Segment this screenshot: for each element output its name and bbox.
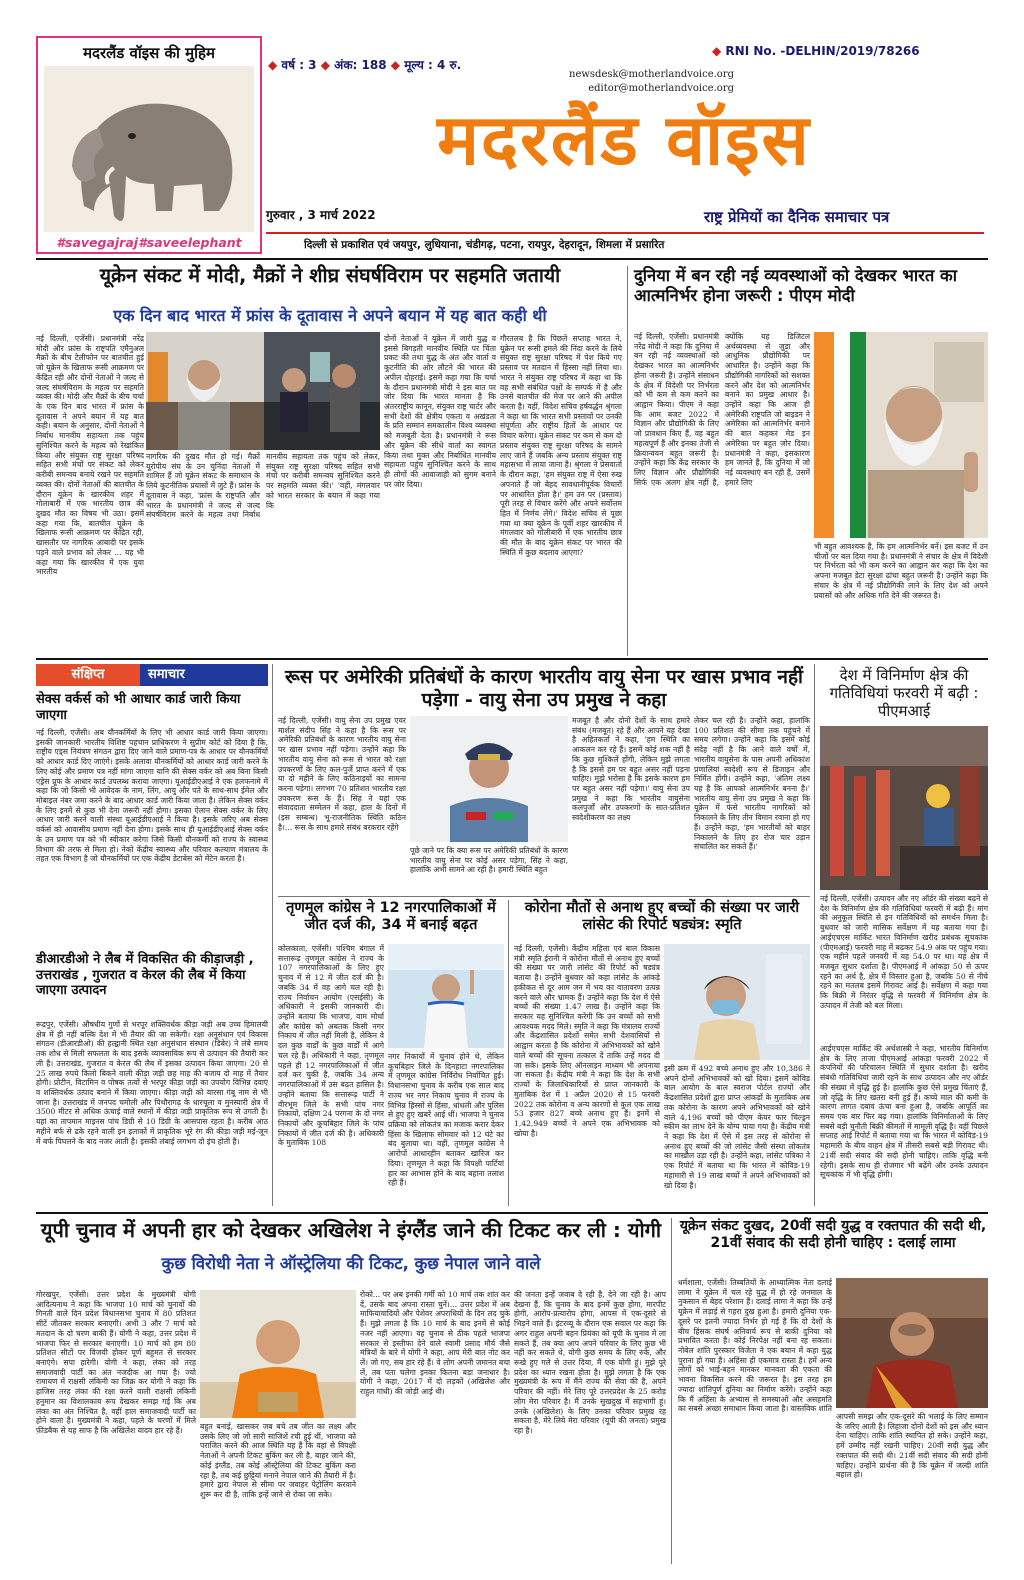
briefs-label-b: समाचार: [148, 667, 185, 682]
briefs-label-a: संक्षिप्त: [36, 664, 140, 686]
iaf-headline: रूस पर अमेरिकी प्रतिबंधों के कारण भारतीय वायु सेना पर खास प्रभाव नहीं पड़ेगा - वायु सेना उप प्रमुख ने कहा: [285, 666, 803, 711]
dalai-headline: यूक्रेन संकट दुखद, 20वीं सदी युद्ध व रक्तपात की सदी थी, 21वीं संवाद की सदी होनी चाहिए : दलाई लामा: [679, 1218, 987, 1251]
tagline: राष्ट्र प्रेमियों का दैनिक समाचार पत्र: [704, 208, 890, 226]
newspaper-title: मदरलैंड वॉइस: [437, 99, 811, 181]
up-body-col2: बहुत बनाई, खासकर जब बचे तब जीत का लक्ष्य और उसके लिए जो जो सारी साजिशें रची हुई थीं, भाजपा को पराजित करने की आज स्थिति यह है कि वहां से विपक्षी नेताओं ने अपनी टिकट बुकिंग कर ली है, बाहर जाने की, कोई इंग्लैंड, तब कोई ऑस्ट्रेलिया की टिकट बुकिंग करा रहा है, तब कई छुट्टियां मनाने नेपाल जाने की तैयारी में है। हमारे द्वारा नेपाल से सीमा पर जवाहर पेट्रोलिंग करवाने शुरू कर दी है, ताकि इन्हें जाने से रोका जा सके।: [200, 1422, 356, 1500]
column-divider: [272, 664, 273, 1206]
brief1-body: नई दिल्ली, एजेंसी। अब यौनकर्मियों के लिए भी आधार कार्ड जारी किया जाएगा। इसकी जानकारी भारतीय विशिष्ट पहचान प्राधिकरण ने सुप्रीम कोर्ट को दिया है कि, राष्ट्रीय एड्स नियंत्रण संगठन द्वारा दिए जाने वाले प्रमाण-पत्र के आधार पर यौनकर्मियों को आधार कार्ड दिए जाएंगे। इसके अलावा यौनकर्मियों को आधार कार्ड जारी करने के लिए कोई और प्रमाण पत्र नहीं मांगा जाएगा यानि की सेक्स वर्कर को अब बिना किसी एड्रेस प्रूफ के आधार कार्ड उपलब्ध कराया जाएगा। यूआईडीएआई ने एक हलफनामे में कहा कि जो किसी भी आवेदक के नाम, लिंग, आयु और पते के साथ-साथ ईमेल और मोबाइल नंबर जमा करने के बाद आधार कार्ड जारी किया जाता है। लेकिन सेक्स वर्कर के लिए इनमें से कुछ भी देना जरूरी नहीं होगा। इसका ऐलान सेक्स वर्कर के लिए आधार जारी करने वाली संस्था यूआईडीएआई ने किया है। इसके जरिए अब सेक्स वर्कर्स को आवासीय प्रमाण नहीं देना होगा। इसके साथ ही यूआईडीएआई सेक्स वर्कर के उन प्रमाण पत्र को भी स्वीकार करेगा जिसे किसी यौनकर्मी को राज्य के स्वास्थ्य विभाग की तरफ से मिला हो। नेको केंद्रीय स्वास्थ्य और परिवार कल्याण मंत्रालय के तहत एक विभाग है जो यौनकर्मियों पर एक केंद्रीय डेटाबेस को मेंटेन करता है।: [36, 728, 268, 864]
pm-body-col1: नई दिल्ली, एजेंसी। प्रधानमंत्री नरेंद्र मोदी ने कहा कि दुनिया में बन रही नई व्यवस्थाओं को देखकर भारत का आत्मनिर्भर होना जरूरी है। उन्होंने संसाधन के क्षेत्र में विदेशी पर निर्भरता को भी कम से कम करने का आह्वान किया। पीएम ने कहा कि आम बजट 2022 में विज्ञान और प्रौद्योगिकी के लिए जो प्रावधान किए हैं, वह बहुत महत्वपूर्ण हैं और इनका तेजी से क्रियान्वयन बहुत जरूरी है। उन्होंने कहा कि केंद्र सरकार के लिए विज्ञान और प्रौद्योगिकी सिर्फ एक अलग क्षेत्र नहीं है, क्योंकि यह डिजिटल अर्थव्यवस्था से जुड़ा और आधुनिक प्रौद्योगिकी पर आधारित है। उन्होंने कहा कि प्रौद्योगिकी नागरिकों को सशक्त करने और देश को आत्मनिर्भर बनाने का प्रमुख आधार है। उन्होंने कहा कि आज ही अमेरिकी राष्ट्रपति जो बाइडन ने अमेरिका को आत्मनिर्भर बनाने की बात कहकर मेड इन अमेरिका पर बहुत जोर दिया। प्रधानमंत्री ने कहा, इसकारण हम जानते हैं, कि दुनिया में जो नई व्यवस्थाएं बन रही हैं, उसमें हमारे लिए: [634, 332, 810, 487]
covid-photo-child: [664, 944, 810, 1060]
lead-photo-modi: [146, 332, 264, 450]
lead-body-col3: दोनों नेताओं ने यूक्रेन में जारी युद्ध व इससे बिगड़ती मानवीय स्थिति पर चिंता प्रकट की तथा युद्ध के अंत और वार्ता व कूटनीति की ओर लौटने की भारत की अपील दोहराई। इसमें कहा गया कि चर्चा के दौरान प्रधानमंत्री मोदी ने इस बात पर जोर दिया कि भारत मानता है कि अंतरराष्ट्रीय कानून, संयुक्त राष्ट्र चार्टर और सभी देशों की क्षेत्रीय एकता व अखंडता के प्रति सम्मान समकालीन विश्व व्यवस्था को मजबूती देता है। प्रधानमंत्री ने रूस और यूक्रेन की सीधे वार्ता का स्वागत किया तथा मुक्त और निर्बाधित मानवीय सहायता पहुंच सुनिश्चित करने के साथ ही लोगों की आवाजाही को सुगम बनाने पर जोर दिया।: [384, 334, 496, 489]
brief2-body: रूद्रपुर, एजेंसी। औषधीय गुणों से भरपूर शक्तिवर्धक कीड़ा जड़ी अब उच्च हिमालयी क्षेत्र में ही नहीं बल्कि देश में भी तैयार की जा सकेगी। रक्षा अनुसंधान एवं विकास संगठन (डीआरडीओ) की हल्द्वानी स्थित रक्षा अनुसंधान संस्थान (डिबेर) ने लंबे समय तक शोध से मिली सफलता के बाद इसके व्यावसायिक रूप से उत्पादन की तैयारी कर ली है। उत्तराखंड, गुजरात व केरल की लैब में इसका उत्पादन किया जाएगा। 20 से 25 लाख रुपये किलो बिकने वाली कीड़ा जड़ी छह माह की बजाय दो माह में तैयार होगी। प्रोटीन, विटामिन व पोषक तत्वों से भरपूर कीड़ा जड़ी का उपयोग विभिन्न दवाएं व शक्तिवर्धक उत्पाद बनाने में किया जाएगा। कीड़ा जड़ी को यारसा गंबू नाम से भी जाना है। उत्तराखंड में जनपद चमोली और पिथौरागढ़ के धारचूला व मुनस्यारी क्षेत्र में 3500 मीटर से अधिक ऊंचाई वाले स्थानों में कीड़ा जड़ी प्राकृतिक रूप से उगती है। यहां का तापमान माइनस पांच डिग्री से 10 डिग्री के आसपास रहता है। करीब आठ महीने बर्फ से ढके रहने वाली इन इलाकों में प्राकृतिक भूरे रंग की कीड़ा जड़ी मई-जून में बर्फ पिघलने के बाद नजर आती है। इसकी लंबाई लगभग दो इंच होती है।: [36, 1020, 268, 1146]
dalai-body-col2: आपसी समझ और एक-दूसरे की भलाई के लिए सम्मान के जरिए आती है। लिहाजा दोनों देशों को इस और ध्यान देना चाहिए। ताकि शांति स्थापित हो सके। उन्होंने कहा, हमें उम्मीद नहीं रखनी चाहिए। 20वीं सदी युद्ध और रक्तपात की सदी थी। 21वीं सदी संवाद की सदी होनी चाहिए। उन्होंने प्रार्थना की है कि यूक्रेन में जल्दी शांति बहाल हो।: [836, 1412, 988, 1480]
masthead-rule: [266, 232, 984, 234]
inner-rule: [278, 896, 810, 897]
rni-number: ◆ RNI No. -DELHIN/2019/78266: [712, 44, 920, 58]
covid-body-col1: नई दिल्ली, एजेंसी। केंद्रीय महिला एवं बाल विकास मंत्री स्मृति ईरानी ने कोरोना मौतों से अनाथ हुए बच्चों की संख्या पर जारी लांसेट की रिपोर्ट को षड्यंत्र बताया है। उन्होंने बुधवार को कहा लांसेट के आंकड़े हकीकत से दूर आम जन में भय का वातावरण उत्पन्न करने वाले और भ्रामक हैं। उन्होंने कहा कि देश में ऐसे बच्चों की संख्या 1.47 लाख है। उन्होंने कहा कि सरकार यह सुनिश्चित करेगी कि उन बच्चों को सभी आवश्यक मदद मिले। स्मृति ने कहा कि मंत्रालय राज्यों और केंद्रशासित प्रदेशों समेत सभी देशवासियों से आह्वान करता है कि कोरोना में अभिभावकों को खोने वाले बच्चों की सूचना तत्काल दें ताकि उन्हें मदद दी जा सके। इसके लिए ऑनलाइन माध्यम भी अपनाया जा सकता है। केंद्रीय मंत्री ने कहा कि देश के सभी राज्यों के जिलाधिकारियों से प्राप्त जानकारी के मुताबिक देश में 1 अप्रैल 2020 से 15 फरवरी 2022 तक कोरोना व अन्य कारणों से कुल एक लाख 53 हजार 827 बच्चे अनाथ हुए हैं। इनमें से 1,42,949 बच्चों ने अपने एक अभिभावक को खोया है।: [514, 944, 660, 1138]
email-newsdesk: newsdesk@motherlandvoice.org: [569, 69, 734, 80]
tmc-body-col1: कोलकाता, एजेंसी। पश्चिम बंगाल में सत्तारूढ़ तृणमूल कांग्रेस ने राज्य के 107 नगरपालिकाओं के लिए हुए चुनाव में से 12 में जीत दर्ज की है। जबकि 34 में वह आगे चल रही है। राज्य निर्वाचन आयोग (एसईसी) के अधिकारी ने इसकी जानकारी दी। उन्होंने बताया कि भाजपा, वाम मोर्चा और कांग्रेस को अबतक किसी नगर निकाय में जीत नहीं मिली है, लेकिन वे दल कुछ वार्डों के कुछ वार्डों में आगे चल रहे हैं। अधिकारी ने कहा, तृणमूल पहले ही 12 नगरपालिकाओं में जीत दर्ज कर चुकी है, जबकि 34 अन्य नगरपालिकाओं में उस बढ़त हासिल है। उन्होंने बताया कि सत्तारूढ़ पार्टी ने वीरभूम जिले के सभी पांच नगर निकायों, दक्षिण 24 परगना के दो नगर निकायों और कूचबिहार जिले के पांच निकायों में जीत दर्ज की है। अधिकारी के मुताबिक 108: [278, 944, 384, 1148]
issue-year: वर्ष : 3: [281, 58, 317, 72]
mfg-body-col2: आईएचएस मार्किट की अर्थशास्त्री ने कहा, भारतीय विनिर्माण क्षेत्र के लिए ताजा पीएमआई आंकड़ा फरवरी 2022 में कंपनियों की परिचालन स्थिति में सुधार दर्शाता है। खरीद संबंधी गतिविधियां जारी रहने के साथ उत्पादन और नए ऑर्डर की संख्या में वृद्धि हुई है। हालांकि कुछ ऐसे प्रमुख चिंताएं हैं, जो वृद्धि के लिए खतरा बनी हुई हैं। कच्चे माल की कमी के कारण लागत दबाव ऊंचा बना हुआ है, जबकि आपूर्ति का समय एक बार फिर बढ़ गया। हालांकि विनिर्माताओं के लिए सबसे बड़ी चुनौती बिक्री कीमतों में मामूली वृद्धि है। वहीं पिछले सप्ताह आई रिपोर्ट में बताया गया था कि भारत में कोविड-19 महामारी के बीच वाहन क्षेत्र में तीसरी सबसे बड़ी गिरावट थी। 21वीं सदी संवाद की सदी होनी चाहिए। ताकि वृद्धि बनी रहेगी। इसके साथ ही रोजगार भी बढ़ेंगे और उनके उत्पादन सूचकांक में भी वृद्धि होगी।: [820, 1044, 988, 1180]
lead-body-col1: नई दिल्ली, एजेंसी। प्रधानमंत्री नरेंद्र मोदी और फ्रांस के राष्ट्रपति एमैनुअल मैक्रों के बीच टेलीफोन पर बातचीत हुई जो यूक्रेन के खिलाफ रूसी आक्रमण पर केंद्रित रही और दोनों नेताओं ने जल्द से जल्द संघर्षविराम के महत्व पर सहमति व्यक्त की। मोदी और मैक्रों के बीच चर्चा के एक दिन बाद भारत में फ्रांस के दूतावास ने अपने बयान में यह बात कही। बयान के अनुसार, दोनों नेताओं ने निर्बाध मानवीय सहायता तक पहुंच सुनिश्चित करने के महत्व को रेखांकित किया और संयुक्त राष्ट्र सुरक्षा परिषद सहित सभी मंचों पर संकट को लेकर करीबी समन्वय बनाये रखने पर सहमति व्यक्त की। दोनों नेताओं की बातचीत के दौरान यूक्रेन के खारकीव शहर में गोलाबारी में एक भारतीय छात्र की दुखद मौत का विषय भी उठा। इसमें कहा गया कि, बातचीत यूक्रेन के खिलाफ रूसी आक्रमण पर केंद्रित रही, खासतौर पर नागरिक आबादी पर इसके पड़ने वाले प्रभाव को लेकर ... यह भी कहा गया कि खारकीव में एक युवा भारतीय: [36, 334, 144, 577]
pm-headline: दुनिया में बन रही नई व्यवस्थाओं को देखकर भारत का आत्मनिर्भर होना जरूरी : पीएम मोदी: [634, 266, 957, 305]
brief2-headline: डीआरडीओ ने लैब में विकसित की कीड़ाजड़ी , उत्तराखंड , गुजरात व केरल की लैब में किया जाएगा उत्पादन: [36, 952, 254, 999]
covid-body-col2: इसी क्रम में 492 बच्चे अनाथ हुए और 10,386 ने अपने दोनों अभिभावकों को खो दिया। इसमें कोविड बाल आयोग के बाल स्वराज पोर्टल राज्यों और केंद्रशासित प्रदेशों द्वारा प्राप्त आंकड़ों के मुताबिक अब तक कोरोना के कारण अपने अभिभावकों को खोने वाले 4,196 बच्चों को पीएम केयर फार चिल्ड्रन स्कीम का लाभ देने के योग्य पाया गया है। केंद्रीय मंत्री ने कहा कि देश में ऐसे में इस तरह से कोरोना से अनाथ हुए बच्चों की जो लांसेट जैसी संस्था लोकतंत्र का माखौल उड़ा रही है। उन्होंने कहा, लांसेट पत्रिका ने एक रिपोर्ट में बताया था कि भारत में कोविड-19 महामारी से 19 लाख बच्चों ने अपने अभिभावकों को खो दिया है।: [664, 1064, 810, 1190]
tmc-headline: तृणमूल कांग्रेस ने 12 नगरपालिकाओं में जीत दर्ज की, 34 में बनाई बढ़त: [286, 900, 496, 934]
up-photo-yogi: [200, 1290, 356, 1418]
tmc-body-col2: नगर निकायों में चुनाव होने थे, लेकिन कूचबिहार जिले के दिनहाटा नगरपालिका में तृणमूल कांग्रेस निर्विरोध निर्वाचित हुई। विधानसभा चुनाव के करीब एक साल बाद राज्य भर नगर निकाय चुनाव में राज्य के विभिन्न हिस्सों से हिंसा, धांधली और पुलिस से हुए हुए खबरें आई थीं। भाजपा ने चुनाव प्रक्रिया को लोकतंत्र का मजाक करार देकर हिंसा के खिलाफ सोमवार को 12 घंटे का बंद बुलाया था। वहीं, तृणमूल कांग्रेस ने आरोपों आधारहीन बताकर खारिज कर दिया। तृणमूल ने कहा कि विपक्षी पार्टियां हार का आभास होने के बाद बहाना तलाश रही हैं।: [388, 1052, 504, 1188]
section-rule: [36, 1212, 988, 1214]
column-divider: [508, 900, 509, 1206]
bullet-icon: ◆: [390, 58, 400, 72]
iaf-body-col1: नई दिल्ली, एजेंसी। वायु सेना उप प्रमुख एयर मार्शल संदीप सिंह ने कहा है कि रूस पर अमेरिकी प्रतिबंधों के कारण भारतीय वायु सेना पर खास प्रभाव नहीं पड़ेगा। उन्होंने कहा कि भारतीय वायु सेना को रूस से भारत को रक्षा उपकरणों के लिए कल-पुर्जे प्राप्त करने में एक या दो महीने के लिए कठिनाइयों का सामना करना पड़ेगा। लगभग 70 प्रतिशत भारतीय रक्षा उपकरण रूस के हैं। सिंह ने यहां एक संवाददाता सम्मेलन में कहा, हाल के दिनों में (इस सम्बन्ध) भू-राजनीतिक स्थिति कठिन है।... रूस के साथ हमारे संबंध बरकरार रहेंगे: [278, 716, 406, 832]
up-body-col3: रोको... पर अब इनकी गर्मी को 10 मार्च तक शांत कर दें, उसके बाद अपना रास्ता चुनें।... उत्तर प्रदेश में अब माफियावादियों और पेशेवर अपराधियों के दिन लद चुके हैं। मुझे लगता है कि 10 मार्च के बाद इनमें से कोई नजर नहीं आएगा। वह चुनाव से ठीक पहले भाजपा सरकार से इस्तीफा देने वाले स्वामी प्रसाद मौर्य जैसे मंत्रियों के बारे में योगी ने कहा, आप मेरी बात नोट कर लें। जो गए, सब हार रहे हैं। वे लोग अपनी जमानत बचा लें, तब पता चलेगा इनका कितना बड़ा जनाधार है। योगी ने कहा, 2017 में दो लड़कों (अखिलेश और राहुल गांधी) की जोड़ी आई थी।: [360, 1290, 510, 1397]
column-divider: [627, 266, 628, 656]
bullet-icon: ◆: [712, 44, 722, 58]
issue-price: मूल्य : 4 रु.: [404, 58, 462, 72]
mfg-body-col1: नई दिल्ली, एजेंसी। उत्पादन और नए ऑर्डर की संख्या बढ़ने से देश के विनिर्माण क्षेत्र की गतिविधियां फरवरी में बढ़ी हैं। मांग की अनुकूल स्थिति से इन गतिविधियों को समर्थन मिला है। बुधवार को जारी मासिक सर्वेक्षण में यह बताया गया है। आईएचएस मार्किट भारत विनिर्माण खरीद प्रबंधक सूचकांक (पीएमआई) फरवरी माह में बढ़कर 54.9 अंक पर पहुंच गया। एक महीने पहले जनवरी में यह 54.0 पर था। यह क्षेत्र में मजबूत सुधार दर्शाता है। पीएमआई में आंकड़ा 50 से ऊपर रहने का अर्थ है, क्षेत्र में विस्तार हुआ है, जबकि 50 से नीचे रहने का मतलब इसमें गिरावट आई है। सर्वेक्षण में कहा गया कि बिक्री में निरंतर वृद्धि से फरवरी में विनिर्माण क्षेत्र के उत्पादन में तेजी को बल मिला।: [820, 894, 988, 1010]
bullet-icon: ◆: [268, 58, 278, 72]
lead-body-col2: नागरिक की दुखद मौत हो गई। मैक्रों यूरोपीय संघ के उन चुनिंदा नेताओं में शामिल हैं जो यूक्रेन संकट के समाधान के लिये कूटनीतिक प्रयासों में जुटे हैं। फ्रांस के दूतावास ने कहा, 'फ्रांस के राष्ट्रपति और भारत के प्रधानमंत्री ने जल्द से जल्द संघर्षविराम करने के महत्व तथा निर्बाध मानवीय सहायता तक पहुंच को लेकर, संयुक्त राष्ट्र सुरक्षा परिषद सहित सभी मंचों पर करीबी समन्वय सुनिश्चित करने पर सहमति व्यक्त की।' 'वहीं, मंगलवार को भारत सरकार के बयान में कहा गया कि: [146, 452, 380, 520]
mfg-photo-factory: [820, 726, 988, 890]
section-rule: [36, 658, 988, 660]
campaign-title: मदरलैंड वॉइस की मुहिम: [83, 44, 215, 62]
column-divider: [671, 1218, 672, 1564]
covid-headline: कोरोना मौतों से अनाथ हुए बच्चों की संख्या पर जारी लांसेट की रिपोर्ट षड्यंत्र: स्मृति: [524, 900, 800, 934]
up-body-col1: गोरखपुर, एजेंसी। उत्तर प्रदेश के मुख्यमंत्री योगी आदित्यनाथ ने कहा कि भाजपा 10 मार्च को चुनावों की गिनती वाले दिन प्रदेश विधानसभा चुनाव में 80 प्रतिशत सीटें जीतकर सरकार बनाएगी। अभी 3 और 7 मार्च को मतदान के दो चरण बाकी हैं। योगी ने कहा, उत्तर प्रदेश में भाजपा फिर से सरकार बनाएगी। 10 मार्च को हम 80 प्रतिशत सीटों पर विजयी होकर पूर्ण बहुमत से सरकार बनाएंगे। सपा हारेगी। योगी ने कहा, लंका को तरह समाजवादी पार्टी का अंत नजदीक आ गया है। ज्यो रामायण में राक्षसी लंकिनी का जिक्र कर योगी ने कहा कि हाजिस तरह लंका की रक्षा करने वाली राक्षसी लंकिनी हनुमान का विशालकाय रूप देखकर समझ गई कि अब लंका का अंत निश्चित है, वहीं हाल समाजवादी पार्टी का होने वाला है। मुख्यमंत्री ने कहा, पहले के चरणों में मिले फ़ीडबैक से यह साफ है कि अखिलेश यादव हार रहे हैं।: [36, 1290, 196, 1436]
email-editor: editor@motherlandvoice.org: [588, 82, 734, 94]
lead-headline: यूक्रेन संकट में मोदी, मैक्रों ने शीघ्र संघर्षविराम पर सहमति जतायी: [99, 264, 561, 287]
elephant-illustration: [44, 66, 254, 232]
header-rule: [36, 258, 988, 260]
column-divider: [814, 664, 815, 1206]
up-subhead: कुछ विरोधी नेता ने ऑस्ट्रेलिया की टिकट, कुछ नेपाल जाने वाले: [161, 1254, 541, 1273]
up-headline: यूपी चुनाव में अपनी हार को देखकर अखिलेश ने इंग्लैंड जाने की टिकट कर ली : योगी: [40, 1218, 662, 1242]
lead-photo-meeting: [264, 332, 380, 450]
iaf-photo-caption: पूछे जाने पर कि क्या रूस पर अमेरिकी प्रतिबंधों के कारण भारतीय वायु सेना पर कोई असर पड़ेगा, सिंह ने कहा, हालांकि अभी सामने आ रही है। हमारी स्थिति बहुत: [410, 846, 568, 875]
editions-line: दिल्ली से प्रकाशित एवं जयपुर, लुधियाना, चंडीगढ़, पटना, रायपुर, देहरादून, शिमला में प्रसारित: [304, 239, 665, 251]
mfg-headline: देश में विनिर्माण क्षेत्र की गतिविधियां फरवरी में बढ़ी : पीएमआई: [829, 666, 979, 720]
dalai-photo: [836, 1278, 988, 1408]
briefs-label: [36, 664, 268, 686]
lead-body-col4: गौरतलब है कि पिछले सप्ताह भारत ने, यूक्रेन पर रूसी हमले की निंदा करने के लिये संयुक्त राष्ट्र सुरक्षा परिषद में पेश किये गए प्रस्ताव पर मतदान में हिस्सा नहीं लिया था। भारत ने संयुक्त राष्ट्र परिषद में कहा था कि वह सभी संबंधित पक्षों के सम्पर्क में है और उनसे बातचीत की मेज पर आने की अपील करता है। वहीं, विदेश सचिव हर्षवर्द्धन श्रृंगला ने कहा था कि भारत सभी प्रस्तावों पर उनकी संपूर्णता और राष्ट्रीय हितों के आधार पर विचार करेगा। यूक्रेन संकट पर कम से कम दो प्रस्ताव संयुक्त राष्ट्र सुरक्षा परिषद के सामने लाए जाने हैं जबकि अन्य प्रस्ताव संयुक्त राष्ट्र महासभा में लाया जाना है। श्रृंगला ने प्रेसवार्ता के दौरान कहा, 'हम संयुक्त राष्ट्र में ऐसा रुख अपनाते हैं जो बेहद सावधानीपूर्वक विचारों पर आधारित होता है।' हम उन पर (प्रस्ताव) पूरी तरह से विचार करेंगे और अपने सर्वोत्तम हित में निर्णय लेंगे।' विदेश सचिव से पूछा गया था क्या यूक्रेन के पूर्वी शहर खारकीव में मंगलवार को गोलीबारी में एक भारतीय छात्र की मौत के बाद यूक्रेन संकट पर भारत की स्थिति में कुछ बदलाव आएगा?: [500, 334, 622, 557]
bullet-icon: ◆: [320, 58, 330, 72]
brief1-headline: सेक्स वर्कर्स को भी आधार कार्ड जारी किया जाएगा: [36, 692, 241, 723]
iaf-body-col2: मजबूत है और दोनों देशों के साथ हमारे संबंध (मजबूत) रहे हैं और आपने यह देखा है अहितकर्ता ने कहा, 'हम स्थिति का आकलन कर रहे हैं। इसमें कोई शक नहीं है कि कुछ मुश्किलें होंगी, लेकिन मुझे लगता है कि इससे हम पर बहुत असर नहीं पड़ना चाहिए। मुझे भरोसा है कि इसके कारण हम पर बहुत असर नहीं पड़ेगा।' वायु सेना उप प्रमुख ने कहा कि भारतीय वायुसेना कलपुर्जों और उपकरणों के सात-प्रतिशत स्वदेशीकरण का लक्ष्य: [572, 716, 690, 823]
up-body-col4: की जनता इन्हें जवाब दे रही है, देने जा रही है। आप देखना हैं, कि चुनाव के बाद इनमें कुछ होगा, मारपीट होगी, आरोप-प्रत्यारोप होगा, आपस में एक-दूसरे से भिड़ने वाले हैं। इंटरव्यू के दौरान एक सवाल पर कहा कि अगर राहुल अपनी बहन प्रियंका को यूपी के चुनाव में ला सकते हैं, तब क्या आप अपने परिवार के लिए कुछ भी नहीं कर सकते थे, योगी कुछ समय के लिए रुके, और रूखे हुए गले से उत्तर दिया, मैं एक योगी हूं। मुझे पूरे प्रदेश का ध्यान रखना होता है। मुझे लगता है कि एक मुख्यमंत्री के रूप में मैंने राज्य की सेवा की है, अपने परिवार की नहीं। मेरे लिए पूरे उत्तरप्रदेश के 25 करोड़ लोग मेरा परिवार है। मैं उनके सुखदुख में सहभागी हूं। उनके (अखिलेश) के लिए उनका परिवार प्रमुख रह सकता है, मेरे लिये मेरा परिवार (यूपी की जनता) प्रमुख रहा है।: [514, 1290, 666, 1436]
pm-body-col2: भी बहुत आवश्यक है, कि हम आत्मनिर्भर बनें। इस बजट में उन चीजों पर बल दिया गया है। प्रधानमंत्री ने संचार के क्षेत्र में विदेशी पर निर्भरता को भी कम करने का आह्वान कर कहा कि देश का अपना मजबूत डेटा सुरक्षा ढांचा बहुत जरूरी है। उन्होंने कहा कि संचार के क्षेत्र में नई प्रौद्योगिकी लाने के लिए देश को अपने प्रयासों को और अधिक गति देने की जरूरत है।: [814, 542, 988, 600]
campaign-hashtag: #savegajraj#saveelephant: [56, 235, 242, 250]
dalai-body-col1: धर्मशाला, एजेंसी। तिब्बतियों के आध्यात्मिक नेता दलाई लामा ने यूक्रेन में चल रहे युद्ध में हो रहे जनमाल के नुकसान से बेहद परेशान हैं। दलाई लामा ने कहा कि उन्हें यूक्रेन में लड़ाई से गहरा दुख हुआ है। हमारी दुनिया एक-दूसरे पर इतनी ज्यादा निर्भर हो गई है कि दो देशों के बीच हिंसक संघर्ष अनिवार्य रूप से बाकी दुनिया को प्रभावित करता है। कोई निरपेक्ष नहीं बना रह सकता। नोबेल शांति पुरस्कार विजेता ने एक बयान में कहा युद्ध पुराना हो गया है। अहिंसा ही एकमात्र रास्ता है। हमें अन्य लोगों को भाई-बहन मानकर मानवता की एकता की भावना विकसित करने की जरूरत है। इस तरह हम ज्यादा शांतिपूर्ण दुनिया का निर्माण करेंगे। उन्होंने कहा कि मैं अहिंसा के अभ्यास से समस्याओं और असहमति का सबसे अच्छा समाधान किया जाता है। वास्तविक शांति: [678, 1278, 832, 1414]
campaign-box: [36, 36, 262, 254]
issue-number: अंक: 188: [334, 58, 387, 72]
pm-photo-modi: [814, 332, 988, 538]
iaf-body-col3: लेकर चल रही है। उन्होंने कहा, हालांकि 100 प्रतिशत की सीमा तक पहुंचने में समय लगेगा। उन्होंने कहा कि इसमें कोई संदेह नहीं है कि आने वाले वर्षों में, भारतीय वायुसेना के पास अपनी अधिकांश प्रणालियां स्वदेशी रूप से डिजाइन और निर्मित होंगी। उन्होंने कहा, 'अंतिम लक्ष्य यह है कि आपको आत्मनिर्भर बनना है।' भारतीय वायु सेना उप प्रमुख ने कहा कि यूक्रेन में फंसे भारतीय नागरिकों को निकालने के लिए तीन विमान रवाना हो गए हैं। उन्होंने कहा, 'हम भारतीयों को बाहर निकालने के लिए हर रोज चार उड़ान संचालित कर सकते हैं।': [694, 716, 810, 852]
iaf-photo-officer: [410, 716, 568, 842]
lead-subhead: एक दिन बाद भारत में फ्रांस के दूतावास ने अपने बयान में यह बात कही थी: [113, 306, 547, 325]
tmc-photo-mamata: [388, 944, 504, 1048]
issue-info: [268, 56, 461, 73]
issue-date: गुरुवार , 3 मार्च 2022: [266, 208, 376, 222]
